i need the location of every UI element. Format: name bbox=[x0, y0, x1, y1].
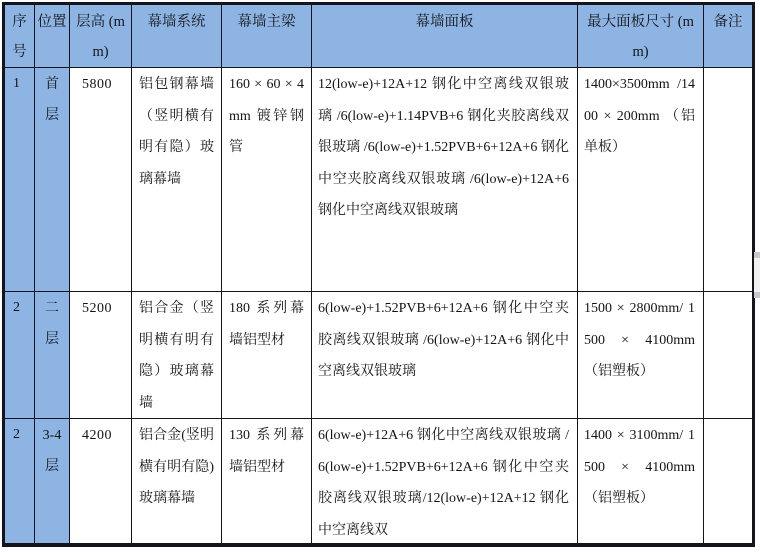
max-panel-size-cell: 1400 × 3100mm/ 1500 × 4100mm （铝塑板） bbox=[578, 419, 704, 545]
header-main-beam: 幕墙主梁 bbox=[222, 4, 312, 68]
main-beam-cell: 130 系列幕墙铝型材 bbox=[222, 419, 312, 545]
remark-cell bbox=[704, 419, 754, 545]
floor-height-cell: 4200 bbox=[70, 419, 132, 545]
seq-cell: 2 bbox=[4, 419, 35, 545]
system-cell: 铝包钢幕墙（竖明横有明有隐）玻璃幕墙 bbox=[132, 68, 222, 292]
system-cell: 铝合金（竖明横有明有隐）玻璃幕墙 bbox=[132, 292, 222, 419]
header-location: 位置 bbox=[35, 4, 70, 68]
floor-height-cell: 5800 bbox=[70, 68, 132, 292]
floor-height-cell: 5200 bbox=[70, 292, 132, 419]
location-cell: 二层 bbox=[35, 292, 70, 419]
remark-cell bbox=[704, 292, 754, 419]
scrollbar-nub[interactable] bbox=[754, 252, 760, 258]
location-cell: 3-4层 bbox=[35, 419, 70, 545]
seq-cell: 1 bbox=[4, 68, 35, 292]
header-floor-height: 层高 (mm) bbox=[70, 4, 132, 68]
main-beam-cell: 180 系列幕墙铝型材 bbox=[222, 292, 312, 419]
scrollbar[interactable] bbox=[754, 252, 760, 298]
seq-cell: 2 bbox=[4, 292, 35, 419]
curtain-wall-spec-table bbox=[2, 2, 755, 547]
table-row bbox=[4, 419, 754, 545]
main-beam-cell: 160 × 60 × 4mm 镀锌钢管 bbox=[222, 68, 312, 292]
header-panel: 幕墙面板 bbox=[312, 4, 578, 68]
header-seq: 序号 bbox=[4, 4, 35, 68]
remark-cell bbox=[704, 68, 754, 292]
max-panel-size-cell: 1500 × 2800mm/ 1500 × 4100mm （铝塑板） bbox=[578, 292, 704, 419]
max-panel-size-cell: 1400×3500mm /1400 × 200mm （铝单板） bbox=[578, 68, 704, 292]
panel-cell: 12(low-e)+12A+12 钢化中空离线双银玻璃 /6(low-e)+1.14PVB+6 钢化夹胶离线双银玻璃 /6(low-e)+1.52PVB+6+12A+6 钢化中空夹胶离线双银玻璃 /6(low-e)+12A+6 钢化中空离线双银玻璃 bbox=[312, 68, 578, 292]
header-system: 幕墙系统 bbox=[132, 4, 222, 68]
header-row bbox=[4, 4, 754, 68]
panel-cell: 6(low-e)+12A+6 钢化中空离线双银玻璃 /6(low-e)+1.52PVB+6+12A+6 钢化中空夹胶离线双银玻璃/12(low-e)+12A+12 钢化中空离线双 bbox=[312, 419, 578, 545]
header-max-panel-size: 最大面板尺寸 (mm) bbox=[578, 4, 704, 68]
table-row bbox=[4, 68, 754, 292]
scrollbar-nub[interactable] bbox=[754, 292, 760, 298]
panel-cell: 6(low-e)+1.52PVB+6+12A+6 钢化中空夹胶离线双银玻璃 /6(low-e)+12A+6 钢化中空离线双银玻璃 bbox=[312, 292, 578, 419]
location-cell: 首层 bbox=[35, 68, 70, 292]
system-cell: 铝合金(竖明横有明有隐)玻璃幕墙 bbox=[132, 419, 222, 545]
header-remark: 备注 bbox=[704, 4, 754, 68]
table-row bbox=[4, 292, 754, 419]
document-page bbox=[2, 2, 755, 547]
